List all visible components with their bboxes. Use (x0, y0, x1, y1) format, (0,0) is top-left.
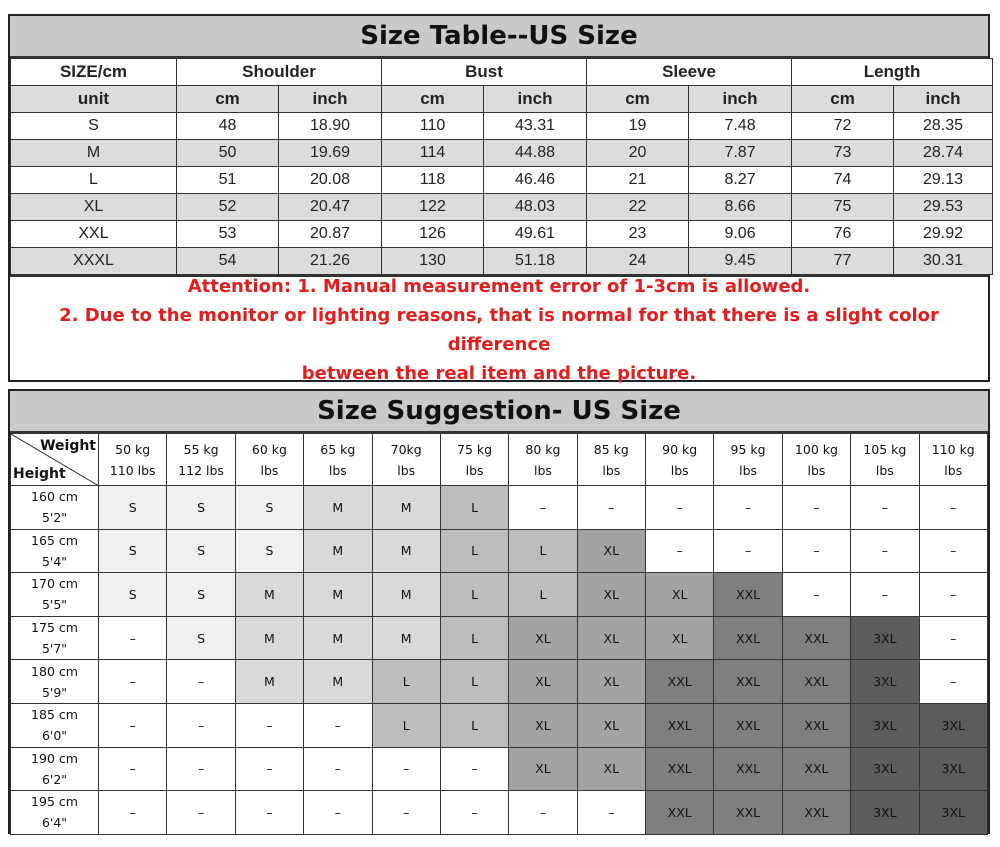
size-suggestion-cell: – (304, 747, 372, 791)
size-value-cell: 21.26 (279, 248, 382, 275)
size-value-cell: 29.92 (894, 221, 993, 248)
weight-lbs: 112 lbs (178, 462, 224, 478)
unit-cell: inch (279, 86, 382, 113)
size-value-cell: 51 (177, 167, 279, 194)
size-label-cell: XL (11, 194, 177, 221)
size-suggestion-cell: M (372, 486, 440, 530)
size-suggestion-cell: 3XL (851, 791, 919, 835)
size-suggestion-cell: – (646, 486, 714, 530)
weight-lbs: lbs (670, 462, 689, 478)
size-suggestion-cell: – (99, 791, 167, 835)
size-value-cell: 52 (177, 194, 279, 221)
weight-kg: 85 kg (593, 441, 629, 457)
size-row (11, 167, 993, 194)
size-suggestion-cell: M (235, 616, 303, 660)
size-suggestion-cell: XL (577, 660, 645, 704)
weight-header-cell (851, 434, 919, 486)
size-value-cell: 77 (792, 248, 894, 275)
height-cm: 160 cm (31, 489, 78, 505)
size-suggestion-cell: – (235, 791, 303, 835)
size-value-cell: 20.08 (279, 167, 382, 194)
weight-header-cell (919, 434, 988, 486)
size-table-header-row (11, 59, 993, 86)
height-header-cell (11, 616, 99, 660)
size-suggestion-cell: S (167, 573, 235, 617)
size-suggestion-cell: – (782, 573, 850, 617)
height-cm: 165 cm (31, 532, 78, 548)
weight-kg: 55 kg (183, 441, 219, 457)
height-ft: 5'4" (41, 553, 68, 569)
header-cell: Length (792, 59, 993, 86)
weight-lbs: lbs (944, 462, 963, 478)
weight-lbs: lbs (739, 462, 758, 478)
size-suggestion-cell: XXL (782, 660, 850, 704)
size-suggestion-cell: XL (509, 747, 577, 791)
size-suggestion-cell: – (372, 791, 440, 835)
size-value-cell: 21 (587, 167, 689, 194)
size-suggestion-cell: XL (577, 703, 645, 747)
size-suggestion-cell: – (304, 791, 372, 835)
size-suggestion-cell: – (99, 747, 167, 791)
weight-kg: 75 kg (457, 441, 493, 457)
size-suggestion-cell: XL (509, 703, 577, 747)
size-value-cell: 9.45 (689, 248, 792, 275)
header-cell: Shoulder (177, 59, 382, 86)
size-value-cell: 110 (382, 113, 484, 140)
height-row (11, 486, 988, 530)
size-suggestion-cell: M (235, 660, 303, 704)
size-suggestion-cell: – (919, 616, 988, 660)
weight-kg: 60 kg (251, 441, 287, 457)
size-value-cell: 28.35 (894, 113, 993, 140)
attention-line: between the real item and the picture. (301, 363, 697, 384)
size-row (11, 140, 993, 167)
size-suggestion-cell: XL (577, 529, 645, 573)
size-row (11, 194, 993, 221)
size-suggestion-cell: – (99, 616, 167, 660)
size-label-cell: XXXL (11, 248, 177, 275)
size-suggestion-cell: 3XL (851, 703, 919, 747)
size-suggestion-cell: – (509, 486, 577, 530)
size-table-panel (8, 14, 990, 382)
size-value-cell: 50 (177, 140, 279, 167)
height-ft: 5'7" (41, 641, 68, 657)
height-cm: 180 cm (31, 663, 78, 679)
height-cm: 175 cm (31, 620, 78, 636)
weight-header-row (11, 434, 988, 486)
size-row (11, 248, 993, 275)
size-suggestion-cell: M (304, 616, 372, 660)
size-suggestion-cell: M (372, 616, 440, 660)
size-suggestion-cell: – (304, 703, 372, 747)
height-cm: 170 cm (31, 576, 78, 592)
size-suggestion-cell: – (782, 529, 850, 573)
size-suggestion-cell: – (167, 791, 235, 835)
weight-header-cell (440, 434, 508, 486)
weight-lbs: lbs (602, 462, 621, 478)
size-suggestion-table (10, 433, 988, 835)
size-value-cell: 29.13 (894, 167, 993, 194)
size-value-cell: 48.03 (484, 194, 587, 221)
size-value-cell: 20.47 (279, 194, 382, 221)
height-header-cell (11, 660, 99, 704)
size-suggestion-cell: XXL (714, 703, 782, 747)
size-suggestion-cell: XL (646, 573, 714, 617)
size-value-cell: 9.06 (689, 221, 792, 248)
size-table-title: Size Table--US Size (10, 16, 988, 58)
weight-lbs: lbs (807, 462, 826, 478)
size-suggestion-cell: M (304, 529, 372, 573)
height-ft: 5'2" (41, 510, 68, 526)
size-suggestion-cell: – (577, 791, 645, 835)
size-suggestion-cell: – (851, 486, 919, 530)
weight-kg: 90 kg (662, 441, 698, 457)
size-suggestion-cell: L (372, 703, 440, 747)
size-suggestion-cell: 3XL (919, 791, 988, 835)
size-suggestion-cell: – (167, 747, 235, 791)
unit-cell: cm (587, 86, 689, 113)
size-suggestion-cell: L (440, 486, 508, 530)
size-value-cell: 48 (177, 113, 279, 140)
size-suggestion-cell: – (99, 660, 167, 704)
size-suggestion-cell: XXL (714, 616, 782, 660)
size-suggestion-cell: XXL (782, 747, 850, 791)
size-suggestion-cell: XXL (646, 747, 714, 791)
size-value-cell: 29.53 (894, 194, 993, 221)
size-suggestion-cell: XL (577, 616, 645, 660)
size-value-cell: 43.31 (484, 113, 587, 140)
size-suggestion-cell: L (372, 660, 440, 704)
weight-header-cell (235, 434, 303, 486)
size-suggestion-cell: 3XL (919, 703, 988, 747)
size-value-cell: 46.46 (484, 167, 587, 194)
size-suggestion-cell: S (99, 529, 167, 573)
size-suggestion-cell: XL (509, 616, 577, 660)
size-value-cell: 8.27 (689, 167, 792, 194)
size-value-cell: 19.69 (279, 140, 382, 167)
table-corner-cell (11, 434, 99, 486)
height-row (11, 616, 988, 660)
size-suggestion-cell: M (372, 573, 440, 617)
attention-line: Attention: 1. Manual measurement error of 1-3cm is allowed. (187, 276, 811, 297)
unit-cell: unit (11, 86, 177, 113)
height-ft: 5'9" (41, 684, 68, 700)
size-suggestion-cell: M (304, 486, 372, 530)
weight-header-cell (509, 434, 577, 486)
height-header-cell (11, 747, 99, 791)
size-value-cell: 18.90 (279, 113, 382, 140)
size-value-cell: 130 (382, 248, 484, 275)
size-value-cell: 22 (587, 194, 689, 221)
size-suggestion-cell: – (372, 747, 440, 791)
size-value-cell: 114 (382, 140, 484, 167)
size-suggestion-cell: XXL (646, 703, 714, 747)
height-axis-label: Height (13, 466, 66, 482)
size-suggestion-cell: S (167, 529, 235, 573)
size-suggestion-cell: M (304, 573, 372, 617)
size-suggestion-cell: L (440, 529, 508, 573)
size-suggestion-cell: – (440, 747, 508, 791)
size-suggestion-cell: XXL (714, 660, 782, 704)
size-suggestion-cell: L (440, 573, 508, 617)
size-suggestion-cell: S (99, 486, 167, 530)
size-value-cell: 118 (382, 167, 484, 194)
size-suggestion-cell: – (167, 660, 235, 704)
size-label-cell: XXL (11, 221, 177, 248)
size-suggestion-cell: S (235, 529, 303, 573)
size-suggestion-cell: S (235, 486, 303, 530)
size-value-cell: 20.87 (279, 221, 382, 248)
weight-kg: 100 kg (794, 441, 838, 457)
size-suggestion-cell: L (509, 573, 577, 617)
size-suggestion-cell: – (851, 529, 919, 573)
size-value-cell: 7.87 (689, 140, 792, 167)
weight-kg: 70kg (390, 441, 422, 457)
size-suggestion-cell: – (99, 703, 167, 747)
size-suggestion-cell: XXL (782, 703, 850, 747)
size-suggestion-cell: M (304, 660, 372, 704)
attention-note (10, 275, 988, 383)
size-value-cell: 28.74 (894, 140, 993, 167)
size-suggestion-cell: XL (646, 616, 714, 660)
size-suggestion-cell: L (440, 616, 508, 660)
unit-cell: inch (894, 86, 993, 113)
weight-header-cell (577, 434, 645, 486)
size-suggestion-cell: XXL (646, 660, 714, 704)
size-label-cell: M (11, 140, 177, 167)
size-row (11, 221, 993, 248)
weight-lbs: 110 lbs (109, 462, 156, 478)
weight-lbs: lbs (465, 462, 484, 478)
height-header-cell (11, 486, 99, 530)
size-suggestion-cell: M (372, 529, 440, 573)
size-suggestion-cell: XXL (646, 791, 714, 835)
height-ft: 6'2" (41, 771, 68, 787)
size-table-unit-row (11, 86, 993, 113)
size-suggestion-cell: – (714, 486, 782, 530)
size-suggestion-cell: XXL (714, 791, 782, 835)
size-suggestion-cell: – (235, 747, 303, 791)
height-ft: 6'0" (41, 728, 68, 744)
size-suggestion-cell: XL (577, 747, 645, 791)
height-row (11, 573, 988, 617)
size-value-cell: 51.18 (484, 248, 587, 275)
size-suggestion-cell: XXL (714, 747, 782, 791)
size-suggestion-cell: – (919, 486, 988, 530)
size-suggestion-cell: L (440, 660, 508, 704)
unit-cell: inch (484, 86, 587, 113)
size-suggestion-cell: – (714, 529, 782, 573)
size-suggestion-cell: XL (577, 573, 645, 617)
size-suggestion-cell: 3XL (851, 616, 919, 660)
size-value-cell: 44.88 (484, 140, 587, 167)
header-cell: Bust (382, 59, 587, 86)
weight-kg: 50 kg (115, 441, 151, 457)
weight-header-cell (167, 434, 235, 486)
size-suggestion-cell: S (99, 573, 167, 617)
height-row (11, 747, 988, 791)
height-row (11, 660, 988, 704)
unit-cell: cm (177, 86, 279, 113)
size-suggestion-cell: 3XL (919, 747, 988, 791)
size-suggestion-cell: XXL (714, 573, 782, 617)
size-value-cell: 72 (792, 113, 894, 140)
height-cm: 185 cm (31, 707, 78, 723)
height-row (11, 703, 988, 747)
height-row (11, 791, 988, 835)
weight-header-cell (372, 434, 440, 486)
height-header-cell (11, 791, 99, 835)
size-value-cell: 54 (177, 248, 279, 275)
height-cm: 190 cm (31, 750, 78, 766)
height-header-cell (11, 529, 99, 573)
size-value-cell: 30.31 (894, 248, 993, 275)
size-value-cell: 19 (587, 113, 689, 140)
weight-header-cell (782, 434, 850, 486)
unit-cell: inch (689, 86, 792, 113)
size-label-cell: S (11, 113, 177, 140)
size-value-cell: 8.66 (689, 194, 792, 221)
size-value-cell: 76 (792, 221, 894, 248)
weight-lbs: lbs (397, 462, 416, 478)
height-header-cell (11, 703, 99, 747)
size-suggestion-cell: – (235, 703, 303, 747)
size-value-cell: 49.61 (484, 221, 587, 248)
size-suggestion-cell: – (167, 703, 235, 747)
weight-kg: 65 kg (320, 441, 356, 457)
size-value-cell: 20 (587, 140, 689, 167)
height-ft: 5'5" (41, 597, 68, 613)
size-value-cell: 126 (382, 221, 484, 248)
unit-cell: cm (792, 86, 894, 113)
size-value-cell: 122 (382, 194, 484, 221)
size-suggestion-cell: 3XL (851, 747, 919, 791)
weight-kg: 80 kg (525, 441, 561, 457)
size-suggestion-cell: L (440, 703, 508, 747)
size-value-cell: 53 (177, 221, 279, 248)
size-label-cell: L (11, 167, 177, 194)
size-suggestion-cell: XL (509, 660, 577, 704)
height-cm: 195 cm (31, 794, 78, 810)
size-suggestion-cell: – (919, 573, 988, 617)
size-suggestion-cell: M (235, 573, 303, 617)
size-suggestion-cell: – (440, 791, 508, 835)
weight-kg: 105 kg (863, 441, 907, 457)
height-header-cell (11, 573, 99, 617)
weight-header-cell (304, 434, 372, 486)
size-suggestion-cell: 3XL (851, 660, 919, 704)
size-value-cell: 24 (587, 248, 689, 275)
header-cell: SIZE/cm (11, 59, 177, 86)
weight-lbs: lbs (875, 462, 894, 478)
size-suggestion-cell: S (167, 616, 235, 660)
size-row (11, 113, 993, 140)
size-value-cell: 23 (587, 221, 689, 248)
size-suggestion-cell: – (919, 660, 988, 704)
weight-lbs: lbs (328, 462, 347, 478)
size-value-cell: 7.48 (689, 113, 792, 140)
height-row (11, 529, 988, 573)
weight-lbs: lbs (533, 462, 552, 478)
size-suggestion-cell: – (577, 486, 645, 530)
attention-line: 2. Due to the monitor or lighting reasons, that is normal for that there is a slight color difference (59, 305, 939, 355)
weight-header-cell (714, 434, 782, 486)
weight-kg: 110 kg (931, 441, 975, 457)
size-suggestion-cell: – (646, 529, 714, 573)
size-suggestion-cell: – (919, 529, 988, 573)
size-suggestion-cell: – (509, 791, 577, 835)
height-ft: 6'4" (41, 815, 68, 831)
size-value-cell: 75 (792, 194, 894, 221)
weight-axis-label: Weight (40, 438, 96, 454)
unit-cell: cm (382, 86, 484, 113)
size-suggestion-cell: XXL (782, 616, 850, 660)
size-suggestion-cell: XXL (782, 791, 850, 835)
size-suggestion-cell: S (167, 486, 235, 530)
weight-header-cell (646, 434, 714, 486)
size-value-cell: 73 (792, 140, 894, 167)
size-suggestion-cell: L (509, 529, 577, 573)
weight-lbs: lbs (260, 462, 279, 478)
size-suggestion-title: Size Suggestion- US Size (10, 391, 988, 433)
size-suggestion-cell: – (851, 573, 919, 617)
size-suggestion-panel (8, 389, 990, 834)
size-table (10, 58, 993, 275)
header-cell: Sleeve (587, 59, 792, 86)
weight-header-cell (99, 434, 167, 486)
size-value-cell: 74 (792, 167, 894, 194)
weight-kg: 95 kg (730, 441, 766, 457)
size-suggestion-cell: – (782, 486, 850, 530)
